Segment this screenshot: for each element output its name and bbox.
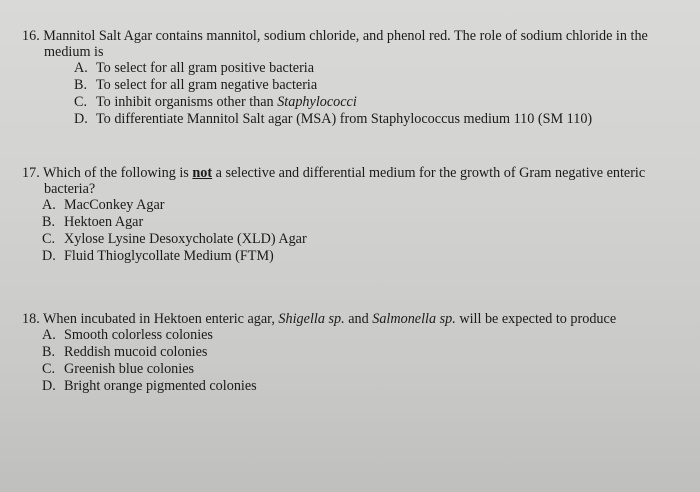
question-text: Which of the following is [43, 165, 193, 181]
option-b [22, 214, 690, 231]
option-text: To inhibit organisms other than [96, 94, 278, 110]
question-text-continued: bacteria? [44, 181, 96, 197]
option-d [22, 111, 690, 128]
question-text-after: a selective and differential medium for the growth of Gram negative enteric [212, 165, 646, 181]
question-number: 16. [22, 28, 40, 44]
option-a [22, 327, 690, 344]
organism-name-shigella: Shigella sp. [278, 311, 345, 327]
option-a [22, 197, 690, 214]
question-text-after: will be expected to produce [455, 311, 617, 327]
option-c [22, 94, 690, 111]
question-stem [22, 311, 690, 327]
option-text: Fluid Thioglycollate Medium (FTM) [64, 248, 274, 264]
option-letter: A. [42, 327, 56, 343]
option-letter: D. [74, 111, 88, 127]
option-text: Bright orange pigmented colonies [64, 378, 257, 394]
answer-options [22, 60, 690, 128]
question-number: 17. [22, 165, 40, 181]
answer-options [22, 197, 690, 265]
option-text: MacConkey Agar [64, 197, 165, 213]
answer-options [22, 327, 690, 395]
option-text-italic: Staphylococci [277, 94, 357, 110]
option-letter: C. [74, 94, 88, 110]
question-stem [22, 165, 690, 181]
option-c [22, 361, 690, 378]
option-text: Xylose Lysine Desoxycholate (XLD) Agar [64, 231, 307, 247]
question-16 [22, 28, 690, 128]
option-text: Hektoen Agar [64, 214, 144, 230]
option-letter: A. [74, 60, 88, 76]
option-text: To select for all gram positive bacteria [96, 60, 315, 76]
option-b [22, 77, 690, 94]
option-c [22, 231, 690, 248]
question-text-middle: and [344, 311, 373, 327]
option-d [22, 248, 690, 265]
option-letter: B. [74, 77, 88, 93]
question-text: When incubated in Hektoen enteric agar, [43, 311, 279, 327]
option-letter: D. [42, 378, 56, 394]
option-letter: B. [42, 214, 56, 230]
option-letter: A. [42, 197, 56, 213]
question-text-continued: medium is [44, 44, 104, 60]
question-text: Mannitol Salt Agar contains mannitol, sodium chloride, and phenol red. The role of sodium chloride in the [43, 28, 648, 44]
option-text: To select for all gram negative bacteria [96, 77, 318, 93]
option-letter: B. [42, 344, 56, 360]
option-d [22, 378, 690, 395]
question-number: 18. [22, 311, 40, 327]
question-stem [22, 28, 690, 44]
option-text: To differentiate Mannitol Salt agar (MSA) from Staphylococcus medium 110 (SM 110) [96, 111, 593, 127]
option-text: Reddish mucoid colonies [64, 344, 208, 360]
organism-name-salmonella: Salmonella sp. [372, 311, 456, 327]
question-17 [22, 165, 690, 265]
emphasized-not: not [192, 165, 213, 181]
option-letter: C. [42, 361, 56, 377]
option-text: Greenish blue colonies [64, 361, 195, 377]
option-letter: C. [42, 231, 56, 247]
option-a [22, 60, 690, 77]
option-text: Smooth colorless colonies [64, 327, 213, 343]
question-18 [22, 311, 690, 395]
option-b [22, 344, 690, 361]
option-letter: D. [42, 248, 56, 264]
